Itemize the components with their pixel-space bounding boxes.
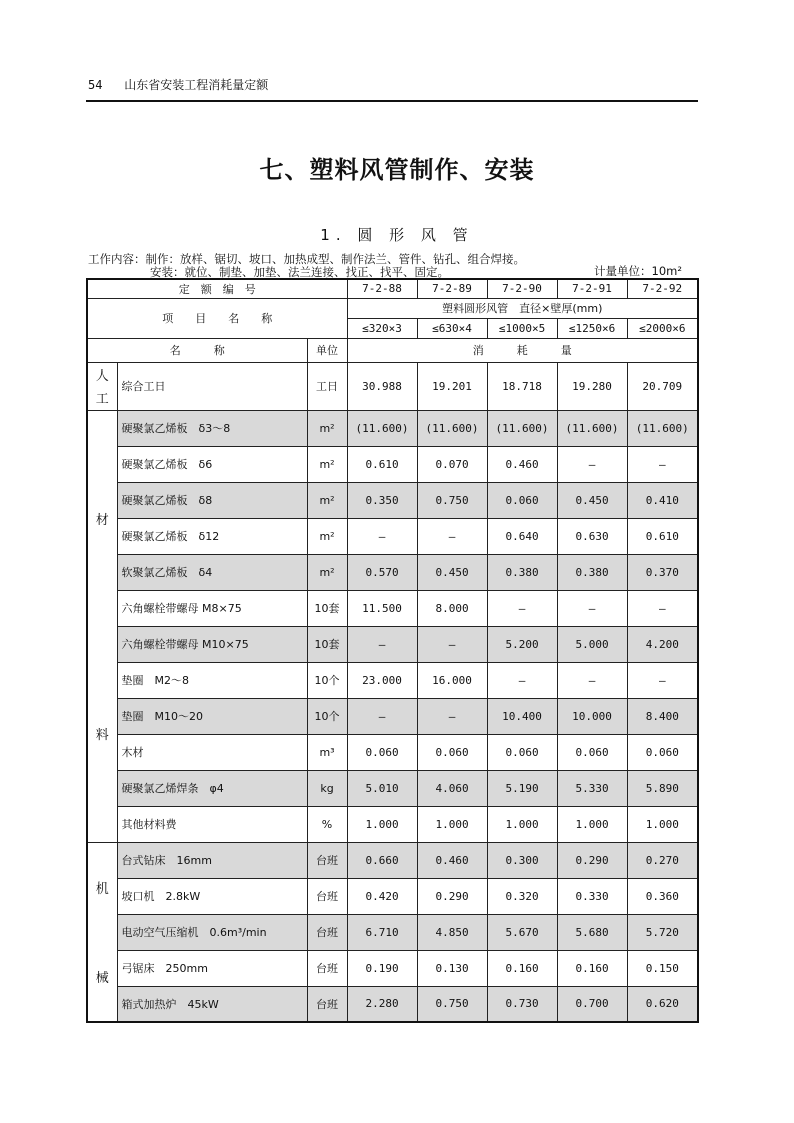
value-cell: 0.380 [557, 554, 627, 590]
value-cell: 0.570 [347, 554, 417, 590]
table-row [87, 410, 698, 446]
value-cell: 0.630 [557, 518, 627, 554]
header-rule [86, 100, 698, 102]
value-cell: 0.150 [627, 950, 698, 986]
value-cell: 0.290 [417, 878, 487, 914]
value-cell: — [347, 518, 417, 554]
table-row [87, 986, 698, 1022]
item-name: 六角螺栓带螺母 M8×75 [117, 590, 307, 626]
value-cell: 0.380 [487, 554, 557, 590]
item-name: 硬聚氯乙烯板 δ6 [117, 446, 307, 482]
code-cell: 7-2-91 [557, 279, 627, 298]
item-unit: m² [307, 410, 347, 446]
item-name: 木材 [117, 734, 307, 770]
value-cell: 5.330 [557, 770, 627, 806]
item-name: 垫圈 M2～8 [117, 662, 307, 698]
value-cell: 1.000 [487, 806, 557, 842]
item-unit: kg [307, 770, 347, 806]
table-row [87, 734, 698, 770]
value-cell: 0.270 [627, 842, 698, 878]
value-cell: 0.130 [417, 950, 487, 986]
value-cell: 5.720 [627, 914, 698, 950]
spec-cell: ≤1000×5 [487, 318, 557, 338]
value-cell: 0.070 [417, 446, 487, 482]
code-cell: 7-2-88 [347, 279, 417, 298]
value-cell: — [627, 590, 698, 626]
value-cell: 0.750 [417, 482, 487, 518]
table-row [87, 554, 698, 590]
item-name: 其他材料费 [117, 806, 307, 842]
table-row [87, 626, 698, 662]
spec-header: 塑料圆形风管 直径×壁厚(mm) [347, 298, 698, 318]
value-cell: — [627, 662, 698, 698]
value-cell: 4.060 [417, 770, 487, 806]
item-name: 台式钻床 16mm [117, 842, 307, 878]
value-cell: 8.400 [627, 698, 698, 734]
value-cell: 5.890 [627, 770, 698, 806]
table-row [87, 878, 698, 914]
value-cell: 5.190 [487, 770, 557, 806]
spec-cell: ≤2000×6 [627, 318, 698, 338]
code-label: 定 额 编 号 [87, 279, 347, 298]
table-row [87, 914, 698, 950]
item-name: 硬聚氯乙烯板 δ3～8 [117, 410, 307, 446]
value-cell: 0.750 [417, 986, 487, 1022]
code-cell: 7-2-90 [487, 279, 557, 298]
value-cell: 16.000 [417, 662, 487, 698]
page-number: 54 [88, 78, 103, 92]
value-cell: 23.000 [347, 662, 417, 698]
value-cell: 1.000 [347, 806, 417, 842]
value-cell: 20.709 [627, 362, 698, 410]
value-cell: 8.000 [417, 590, 487, 626]
col-name-header: 名 称 [87, 338, 307, 362]
table-row [87, 770, 698, 806]
item-name: 垫圈 M10～20 [117, 698, 307, 734]
item-unit: 10个 [307, 662, 347, 698]
value-cell: — [417, 626, 487, 662]
item-unit: 10个 [307, 698, 347, 734]
value-cell: — [417, 698, 487, 734]
code-cell: 7-2-92 [627, 279, 698, 298]
value-cell: 0.610 [347, 446, 417, 482]
value-cell: 0.060 [487, 482, 557, 518]
item-label: 项 目 名 称 [87, 298, 347, 338]
value-cell: (11.600) [487, 410, 557, 446]
item-unit: 10套 [307, 626, 347, 662]
spec-cell: ≤320×3 [347, 318, 417, 338]
table-row [87, 662, 698, 698]
value-cell: — [627, 446, 698, 482]
value-cell: 0.060 [417, 734, 487, 770]
category-char: 人 [95, 369, 109, 384]
value-cell: 0.460 [487, 446, 557, 482]
table-row [87, 950, 698, 986]
value-cell: — [487, 590, 557, 626]
value-cell: 0.450 [557, 482, 627, 518]
code-cell: 7-2-89 [417, 279, 487, 298]
value-cell: 18.718 [487, 362, 557, 410]
value-cell: 0.610 [627, 518, 698, 554]
value-cell: 0.300 [487, 842, 557, 878]
item-name: 弓锯床 250mm [117, 950, 307, 986]
item-unit: 台班 [307, 986, 347, 1022]
item-unit: m² [307, 446, 347, 482]
value-cell: 5.680 [557, 914, 627, 950]
item-name: 硬聚氯乙烯焊条 φ4 [117, 770, 307, 806]
book-title: 山东省安装工程消耗量定额 [124, 78, 269, 92]
value-cell: (11.600) [557, 410, 627, 446]
value-cell: 0.450 [417, 554, 487, 590]
item-unit: 10套 [307, 590, 347, 626]
value-cell: 11.500 [347, 590, 417, 626]
value-cell: — [347, 626, 417, 662]
value-cell: — [417, 518, 487, 554]
item-unit: 工日 [307, 362, 347, 410]
category-char: 械 [95, 970, 109, 986]
value-cell: 0.360 [627, 878, 698, 914]
value-cell: (11.600) [627, 410, 698, 446]
value-cell: 0.460 [417, 842, 487, 878]
item-unit: 台班 [307, 842, 347, 878]
value-cell: 4.200 [627, 626, 698, 662]
value-cell: 5.670 [487, 914, 557, 950]
value-cell: 0.190 [347, 950, 417, 986]
item-name: 坡口机 2.8kW [117, 878, 307, 914]
table-row [87, 362, 698, 410]
spec-cell: ≤1250×6 [557, 318, 627, 338]
value-cell: (11.600) [347, 410, 417, 446]
value-cell: 1.000 [417, 806, 487, 842]
column-header-row [87, 338, 698, 362]
value-cell: 0.700 [557, 986, 627, 1022]
value-cell: 0.330 [557, 878, 627, 914]
value-cell: 0.640 [487, 518, 557, 554]
item-name: 综合工日 [117, 362, 307, 410]
value-cell: 0.350 [347, 482, 417, 518]
category-char: 机 [95, 881, 109, 897]
value-cell: 5.010 [347, 770, 417, 806]
running-head [88, 74, 698, 96]
table-row [87, 806, 698, 842]
value-cell: 0.410 [627, 482, 698, 518]
value-cell: 4.850 [417, 914, 487, 950]
category-char: 材 [95, 513, 109, 528]
value-cell: 0.660 [347, 842, 417, 878]
value-cell: 0.060 [487, 734, 557, 770]
item-name: 六角螺栓带螺母 M10×75 [117, 626, 307, 662]
table-row [87, 590, 698, 626]
value-cell: (11.600) [417, 410, 487, 446]
value-cell: 2.280 [347, 986, 417, 1022]
category-machine [87, 842, 117, 1022]
value-cell: 0.370 [627, 554, 698, 590]
item-name: 电动空气压缩机 0.6m³/min [117, 914, 307, 950]
work-content-line1: 工作内容：制作：放样、锯切、坡口、加热成型、制作法兰、管件、钻孔、组合焊接。 [88, 252, 525, 266]
item-name: 硬聚氯乙烯板 δ8 [117, 482, 307, 518]
item-unit: 台班 [307, 914, 347, 950]
value-cell: 0.060 [557, 734, 627, 770]
work-content-line2: 安装：就位、制垫、加垫、法兰连接、找正、找平、固定。 [150, 265, 449, 279]
table-row [87, 482, 698, 518]
value-cell: — [557, 590, 627, 626]
measure-unit-note: 计量单位：10m² [594, 264, 682, 278]
quota-table [86, 278, 699, 1023]
category-char: 工 [95, 392, 109, 407]
item-name: 箱式加热炉 45kW [117, 986, 307, 1022]
table-row [87, 518, 698, 554]
value-cell: 10.000 [557, 698, 627, 734]
value-cell: 0.060 [627, 734, 698, 770]
category-char: 料 [95, 728, 109, 743]
value-cell: 5.200 [487, 626, 557, 662]
category-material [87, 410, 117, 842]
value-cell: 0.320 [487, 878, 557, 914]
value-cell: 0.290 [557, 842, 627, 878]
col-unit-header: 单位 [307, 338, 347, 362]
table-row [87, 698, 698, 734]
item-unit: 台班 [307, 950, 347, 986]
value-cell: — [487, 662, 557, 698]
value-cell: 1.000 [557, 806, 627, 842]
spec-cell: ≤630×4 [417, 318, 487, 338]
table-row [87, 446, 698, 482]
code-row [87, 279, 698, 298]
item-unit: m² [307, 518, 347, 554]
value-cell: — [347, 698, 417, 734]
value-cell: — [557, 662, 627, 698]
value-cell: 0.620 [627, 986, 698, 1022]
value-cell: 0.060 [347, 734, 417, 770]
item-unit: m² [307, 554, 347, 590]
value-cell: 30.988 [347, 362, 417, 410]
item-unit: m³ [307, 734, 347, 770]
value-cell: — [557, 446, 627, 482]
value-cell: 0.420 [347, 878, 417, 914]
col-consumption-header: 消 耗 量 [347, 338, 698, 362]
value-cell: 1.000 [627, 806, 698, 842]
spec-header-row [87, 298, 698, 318]
value-cell: 19.201 [417, 362, 487, 410]
table-row [87, 842, 698, 878]
value-cell: 0.730 [487, 986, 557, 1022]
item-name: 硬聚氯乙烯板 δ12 [117, 518, 307, 554]
value-cell: 0.160 [487, 950, 557, 986]
value-cell: 5.000 [557, 626, 627, 662]
value-cell: 19.280 [557, 362, 627, 410]
category-labor [87, 362, 117, 410]
section-title: 1. 圆 形 风 管 [320, 226, 474, 244]
item-unit: m² [307, 482, 347, 518]
item-unit: % [307, 806, 347, 842]
value-cell: 10.400 [487, 698, 557, 734]
item-name: 软聚氯乙烯板 δ4 [117, 554, 307, 590]
value-cell: 0.160 [557, 950, 627, 986]
chapter-title: 七、塑料风管制作、安装 [259, 156, 535, 184]
value-cell: 6.710 [347, 914, 417, 950]
item-unit: 台班 [307, 878, 347, 914]
